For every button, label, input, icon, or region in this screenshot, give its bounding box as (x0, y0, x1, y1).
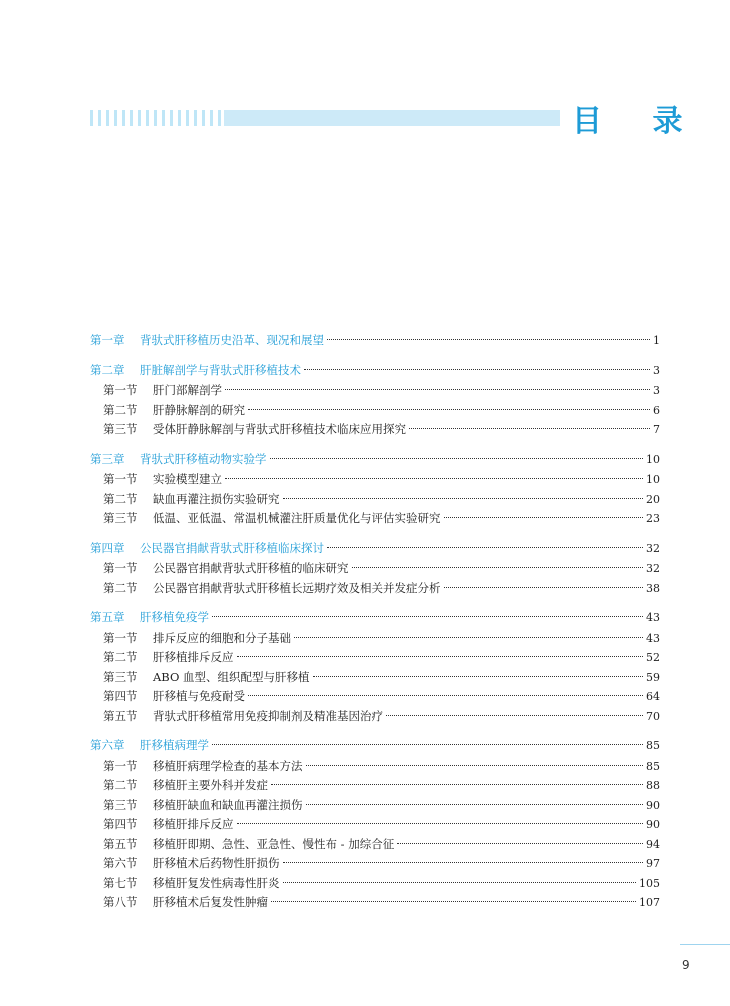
section-entry-page: 59 (646, 670, 660, 684)
dot-leader (283, 497, 644, 499)
dot-leader (313, 675, 643, 677)
section-entry-page: 7 (653, 423, 660, 436)
dot-leader (306, 764, 644, 766)
section-entry-title: 移植肝缺血和缺血再灌注损伤 (153, 797, 303, 812)
dot-leader (306, 803, 644, 805)
chapter-entry-title: 肝脏解剖学与背驮式肝移植技术 (140, 362, 301, 377)
chapter-entry[interactable] (90, 608, 660, 628)
section-entry-page: 90 (646, 798, 660, 812)
section-entry-number: 第三节 (103, 511, 138, 525)
section-entry-title: 缺血再灌注损伤实验研究 (153, 491, 280, 506)
table-of-contents (90, 331, 660, 923)
section-entry[interactable] (90, 854, 660, 874)
dot-leader (294, 636, 643, 638)
section-entry[interactable] (90, 835, 660, 855)
section-entry-title: 移植肝排斥反应 (153, 817, 234, 831)
section-entry-number: 第二节 (103, 402, 138, 417)
section-entry-number: 第二节 (103, 650, 138, 664)
chapter-entry-number: 第五章 (90, 610, 125, 624)
dot-leader (283, 881, 637, 883)
toc-chapter (90, 608, 660, 726)
toc-chapter (90, 450, 660, 529)
section-entry-page: 107 (639, 896, 660, 909)
section-entry-page: 70 (646, 709, 660, 723)
section-entry-title: 低温、亚低温、常温机械灌注肝质量优化与评估实验研究 (153, 511, 441, 525)
chapter-entry-number: 第一章 (90, 333, 125, 347)
section-entry-number: 第三节 (103, 797, 138, 812)
dot-leader (283, 861, 644, 863)
section-entry[interactable] (90, 629, 660, 649)
section-entry-number: 第二节 (103, 491, 138, 506)
section-entry-page: 10 (646, 473, 660, 486)
dot-leader (397, 842, 643, 844)
section-entry-page: 88 (646, 779, 660, 792)
section-entry-page: 20 (646, 492, 660, 506)
section-entry-title: 肝静脉解剖的研究 (153, 402, 245, 417)
toc-chapter (90, 331, 660, 351)
dot-leader (225, 388, 650, 390)
dot-leader (409, 427, 650, 429)
section-entry[interactable] (90, 490, 660, 510)
section-entry-title: 移植肝主要外科并发症 (153, 778, 268, 792)
section-entry-number: 第三节 (103, 669, 138, 684)
section-entry-number: 第五节 (103, 708, 138, 723)
chapter-entry[interactable] (90, 736, 660, 756)
dot-leader (270, 457, 644, 459)
chapter-entry-page: 85 (646, 739, 660, 752)
toc-header (88, 98, 703, 139)
section-entry[interactable] (90, 470, 660, 490)
section-entry-page: 32 (646, 562, 660, 575)
section-entry-title: 肝移植术后复发性肿瘤 (153, 895, 268, 909)
section-entry-title: 受体肝静脉解剖与背驮式肝移植技术临床应用探究 (153, 422, 406, 436)
chapter-entry-title: 公民器官捐献背驮式肝移植临床探讨 (140, 540, 324, 555)
chapter-entry[interactable] (90, 450, 660, 470)
section-entry-title: ABO 血型、组织配型与肝移植 (153, 669, 310, 684)
chapter-entry[interactable] (90, 539, 660, 559)
section-entry-page: 3 (653, 384, 660, 397)
section-entry-number: 第一节 (103, 472, 138, 486)
section-entry-number: 第一节 (103, 561, 138, 575)
section-entry-page: 64 (646, 690, 660, 703)
section-entry-page: 97 (646, 857, 660, 870)
section-entry-title: 肝移植排斥反应 (153, 650, 234, 664)
section-entry[interactable] (90, 687, 660, 707)
section-entry-number: 第五节 (103, 836, 138, 851)
section-entry-title: 排斥反应的细胞和分子基础 (153, 630, 291, 645)
section-entry[interactable] (90, 401, 660, 421)
dot-leader (327, 338, 650, 340)
footer-rule (680, 944, 730, 945)
section-entry[interactable] (90, 420, 660, 440)
section-entry-title: 肝门部解剖学 (153, 383, 222, 397)
section-entry-number: 第一节 (103, 758, 138, 773)
section-entry[interactable] (90, 757, 660, 777)
section-entry-page: 85 (646, 759, 660, 773)
section-entry-title: 移植肝病理学检查的基本方法 (153, 758, 303, 773)
section-entry-page: 105 (639, 876, 660, 890)
section-entry-page: 90 (646, 818, 660, 831)
section-entry[interactable] (90, 579, 660, 599)
section-entry-page: 23 (646, 512, 660, 525)
section-entry-number: 第三节 (103, 422, 138, 436)
section-entry-title: 肝移植与免疫耐受 (153, 689, 245, 703)
section-entry-title: 移植肝复发性病毒性肝炎 (153, 875, 280, 890)
section-entry-number: 第一节 (103, 383, 138, 397)
toc-chapter (90, 736, 660, 913)
chapter-entry-title: 肝移植免疫学 (140, 610, 209, 624)
dot-leader (248, 408, 650, 410)
dot-leader (271, 900, 636, 902)
chapter-entry-page: 32 (646, 541, 660, 555)
section-entry-page: 43 (646, 631, 660, 645)
section-entry-title: 公民器官捐献背驮式肝移植长远期疗效及相关并发症分析 (153, 580, 441, 595)
section-entry[interactable] (90, 796, 660, 816)
section-entry-number: 第四节 (103, 817, 138, 831)
dot-leader (444, 516, 644, 518)
section-entry-page: 94 (646, 837, 660, 851)
section-entry-title: 公民器官捐献背驮式肝移植的临床研究 (153, 561, 349, 575)
section-entry[interactable] (90, 381, 660, 401)
section-entry-title: 背驮式肝移植常用免疫抑制剂及精准基因治疗 (153, 708, 383, 723)
section-entry-number: 第六节 (103, 856, 138, 870)
chapter-entry-number: 第六章 (90, 738, 125, 752)
section-entry-number: 第二节 (103, 778, 138, 792)
section-entry[interactable] (90, 874, 660, 894)
section-entry-title: 肝移植术后药物性肝损伤 (153, 856, 280, 870)
section-entry-number: 第八节 (103, 895, 138, 909)
dot-leader (212, 615, 643, 617)
section-entry-number: 第四节 (103, 689, 138, 703)
chapter-entry-number: 第二章 (90, 362, 125, 377)
dot-leader (327, 546, 643, 548)
section-entry-page: 38 (646, 581, 660, 595)
dot-leader (352, 566, 644, 568)
section-entry[interactable] (90, 648, 660, 668)
dot-leader (248, 694, 643, 696)
section-entry-number: 第一节 (103, 630, 138, 645)
section-entry[interactable] (90, 893, 660, 913)
chapter-entry-page: 10 (646, 452, 660, 466)
section-entry-number: 第二节 (103, 580, 138, 595)
dot-leader (271, 783, 643, 785)
dot-leader (386, 714, 643, 716)
chapter-entry-title: 背驮式肝移植历史沿革、现况和展望 (140, 333, 324, 347)
chapter-entry-page: 1 (653, 334, 660, 347)
chapter-entry-page: 3 (653, 363, 660, 377)
dot-leader (304, 368, 650, 370)
decorative-stripes (90, 110, 222, 126)
toc-chapter (90, 361, 660, 440)
section-entry[interactable] (90, 776, 660, 796)
dot-leader (237, 822, 644, 824)
chapter-entry-number: 第四章 (90, 540, 125, 555)
chapter-entry[interactable] (90, 361, 660, 381)
section-entry-page: 6 (653, 403, 660, 417)
chapter-entry-title: 肝移植病理学 (140, 738, 209, 752)
section-entry[interactable] (90, 668, 660, 688)
dot-leader (212, 743, 643, 745)
chapter-entry-page: 43 (646, 611, 660, 624)
section-entry[interactable] (90, 559, 660, 579)
dot-leader (237, 655, 644, 657)
section-entry-number: 第七节 (103, 875, 138, 890)
page-title: 目 录 (572, 104, 703, 139)
dot-leader (444, 586, 644, 588)
decorative-bar (224, 110, 560, 126)
section-entry[interactable] (90, 707, 660, 727)
section-entry-title: 实验模型建立 (153, 472, 222, 486)
section-entry-title: 移植肝即期、急性、亚急性、慢性布 - 加综合征 (153, 836, 395, 851)
chapter-entry[interactable] (90, 331, 660, 351)
toc-chapter (90, 539, 660, 599)
dot-leader (225, 477, 643, 479)
chapter-entry-number: 第三章 (90, 451, 125, 466)
section-entry[interactable] (90, 815, 660, 835)
section-entry-page: 52 (646, 651, 660, 664)
page-number: 9 (682, 958, 690, 972)
chapter-entry-title: 背驮式肝移植动物实验学 (140, 451, 267, 466)
section-entry[interactable] (90, 509, 660, 529)
